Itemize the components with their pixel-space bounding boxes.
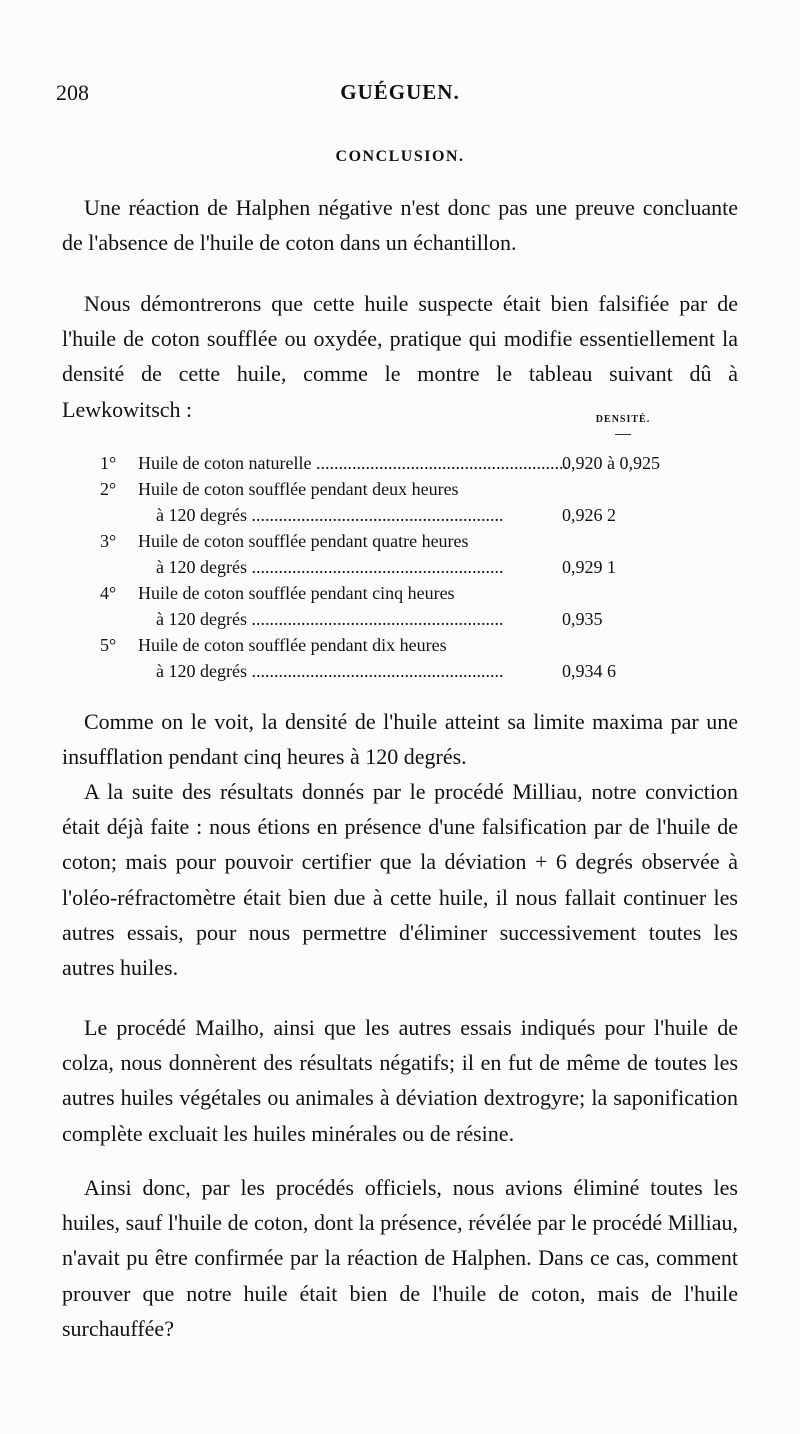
row-number: 4° [100,583,117,603]
row-number: 2° [100,479,117,499]
page-number: 208 [56,80,89,105]
row-label [138,632,568,684]
table-row [100,528,740,580]
table-row [100,450,740,476]
row-label [138,580,568,632]
running-head: GUÉGUEN. [340,80,460,104]
table-row [100,632,740,684]
row-label-line1: Huile de coton soufflée pendant cinq heures [138,583,455,603]
row-density: 0,935 [562,609,603,629]
row-label-line1: Huile de coton soufflée pendant dix heures [138,635,447,655]
row-density: 0,929 1 [562,557,616,577]
row-density: 0,920 à 0,925 [562,453,660,473]
section-title: CONCLUSION. [335,148,465,165]
row-number: 5° [100,635,117,655]
row-number: 1° [100,453,117,473]
row-label-line2: à 120 degrés ..... [138,606,568,632]
paragraph-1: Une réaction de Halphen négative n'est donc pas une preuve concluante de l'absence de l'huile de coton dans un échantillon. [62,195,738,256]
paragraph-6: Ainsi donc, par les procédés officiels, nous avions éliminé toutes les huiles, sauf l'huile de coton, dont la présence, révélée par le procédé Milliau, n'avait pu être confirmée par la réaction de Halphen. Dans ce cas, comment prouver que notre huile était bien de l'huile de coton, mais de l'huile surchauffée? [62,1175,738,1341]
row-number: 3° [100,531,117,551]
density-table [100,450,740,684]
row-label-line1: Huile de coton soufflée pendant deux heures [138,479,459,499]
row-label [138,476,568,528]
row-label-line2: à 120 degrés ..... [138,502,568,528]
table-row [100,476,740,528]
row-label-line2: à 120 degrés ..... [138,554,568,580]
row-density: 0,934 6 [562,661,616,681]
page-header [56,80,744,110]
row-label [138,528,568,580]
paragraph-2: Nous démontrerons que cette huile suspecte était bien falsifiée par de l'huile de coton soufflée ou oxydée, pratique qui modifie essentiellement la densité de cette huile, comme le montre le tableau suivant dû à Lewkowitsch : [62,291,738,422]
row-label-line1: Huile de coton soufflée pendant quatre heures [138,531,469,551]
paragraph-4: A la suite des résultats donnés par le procédé Milliau, notre conviction était déjà faite : nous étions en présence d'une falsification par de l'huile de coton; mais pour pouvoir certifier que la déviation + 6 degrés observée à l'oléo-réfractomètre était bien due à cette huile, il nous fallait continuer les autres essais, pour nous permettre d'éliminer successivement toutes les autres huiles. [62,779,738,981]
density-header-rule [615,434,631,435]
table-row [100,580,740,632]
paragraph-5: Le procédé Mailho, ainsi que les autres essais indiqués pour l'huile de colza, nous donnèrent des résultats négatifs; il en fut de même de toutes les autres huiles végétales ou animales à déviation dextrogyre; la saponification complète excluait les huiles minérales ou de résine. [62,1015,738,1146]
density-column-header: DENSITÉ. [595,414,651,425]
row-label-line1: Huile de coton naturelle ..... [138,450,568,476]
row-label-line2: à 120 degrés ..... [138,658,568,684]
row-label [138,450,568,476]
row-density: 0,926 2 [562,505,616,525]
paragraph-3: Comme on le voit, la densité de l'huile atteint sa limite maxima par une insufflation pendant cinq heures à 120 degrés. [62,709,738,770]
